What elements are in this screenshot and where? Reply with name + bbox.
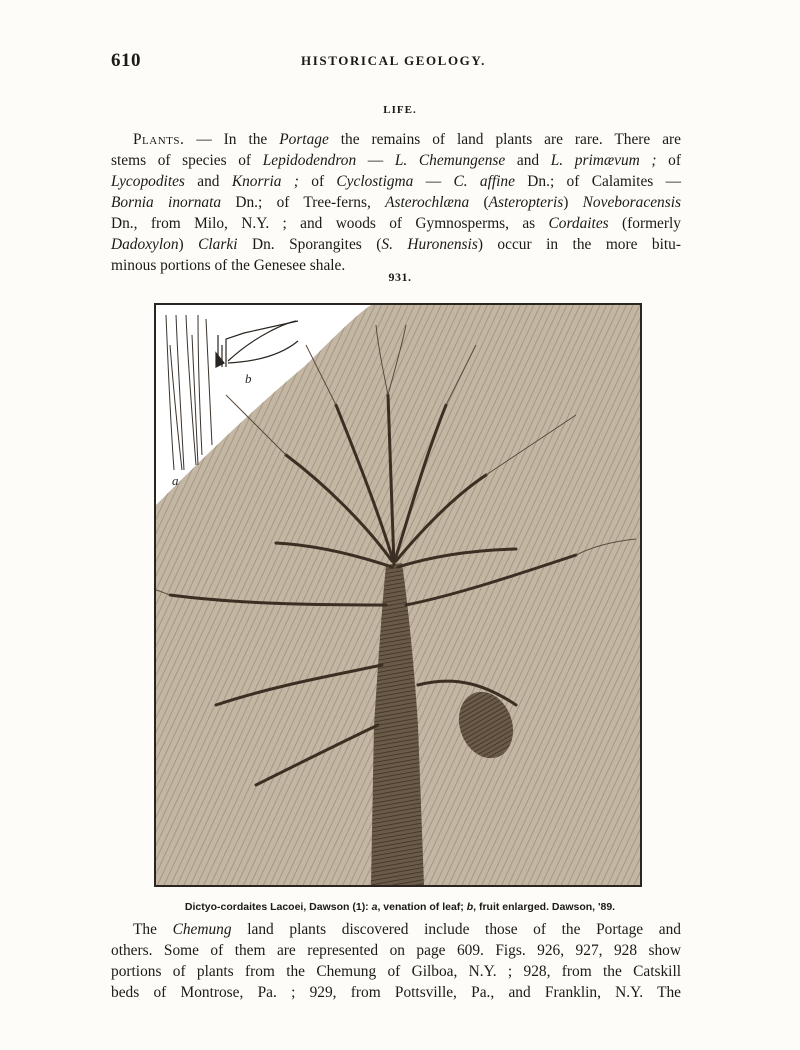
text-line: Dadoxylon) Clarki Dn. Sporangites (S. Huronensis) occur in the more bitu- — [111, 236, 681, 253]
section-heading: LIFE. — [383, 104, 417, 116]
text-line: portions of plants from the Chemung of Gilboa, N.Y. ; 928, from the Catskill — [111, 963, 681, 980]
page-header — [111, 50, 681, 74]
leaf-venation-inset — [166, 315, 212, 470]
running-head: HISTORICAL GEOLOGY. — [301, 53, 487, 68]
paragraph-chemung — [111, 919, 681, 1003]
figure-number: 931. — [388, 270, 412, 284]
paragraph-plants — [111, 129, 681, 276]
text-line: Lycopodites and Knorria ; of Cyclostigma — C. affine Dn.; of Calamites — — [111, 173, 681, 190]
text-line: others. Some of them are represented on page 609. Figs. 926, 927, 928 show — [111, 942, 681, 959]
text-line: Bornia inornata Dn.; of Tree-ferns, Asterochlæna (Asteropteris) Noveboracensis — [111, 194, 681, 211]
text-line: The Chemung land plants discovered include those of the Portage and — [133, 921, 681, 938]
text-line: beds of Montrose, Pa. ; 929, from Pottsville, Pa., and Franklin, N.Y. The — [111, 984, 681, 1001]
fossil-engraving — [154, 303, 642, 887]
text-line: Dn., from Milo, N.Y. ; and woods of Gymnosperms, as Cordaites (formerly — [111, 215, 681, 232]
figure-caption: Dictyo-cordaites Lacoei, Dawson (1): a, venation of leaf; b, fruit enlarged. Dawson, '89. — [184, 901, 616, 913]
label-b: b — [245, 371, 252, 386]
plate-hole — [231, 314, 249, 332]
text-line: minous portions of the Genesee shale. — [111, 257, 346, 274]
text-line: stems of species of Lepidodendron — L. Chemungense and L. primævum ; of — [111, 152, 681, 169]
fruit-inset — [216, 321, 298, 367]
label-a: a — [172, 473, 179, 488]
text-line: Plants. — In the Portage the remains of land plants are rare. There are — [133, 131, 681, 148]
engraving-drawing — [156, 305, 640, 885]
page-number: 610 — [111, 50, 141, 71]
